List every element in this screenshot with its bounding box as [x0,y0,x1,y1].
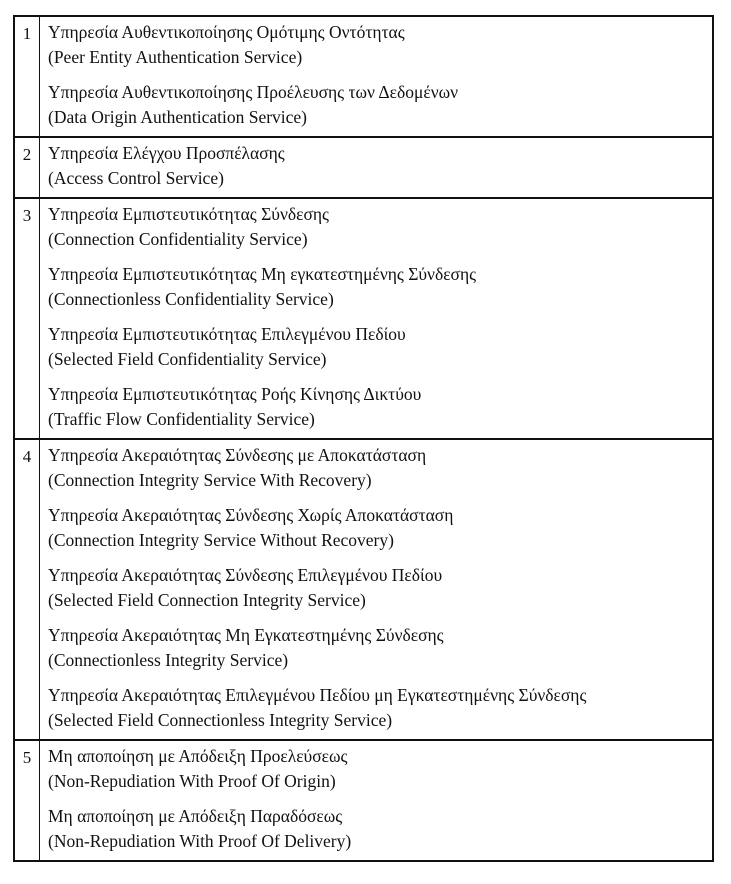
service-group-3 [15,199,712,440]
security-services-table [13,15,714,862]
service-name-english: (Connectionless Confidentiality Service) [48,289,334,309]
service-group-1 [15,17,712,138]
service-name-greek: Υπηρεσία Εμπιστευτικότητας Ροής Κίνησης Δικτύου [48,384,422,404]
service-item [48,382,712,432]
service-name-greek: Υπηρεσία Ακεραιότητας Σύνδεσης με Αποκατάσταση [48,445,427,465]
service-list [40,138,712,197]
service-group-2 [15,138,712,199]
service-name-english: (Non-Repudiation With Proof Of Delivery) [48,831,352,851]
service-name-greek: Υπηρεσία Αυθεντικοποίησης Προέλευσης των Δεδομένων [48,82,459,102]
service-item [48,563,712,613]
service-list [40,17,712,136]
service-name-english: (Selected Field Connectionless Integrity Service) [48,710,393,730]
service-item [48,443,712,493]
service-item [48,683,712,733]
service-name-english: (Connection Integrity Service Without Recovery) [48,530,394,550]
service-list [40,741,712,860]
service-name-english: (Selected Field Confidentiality Service) [48,349,327,369]
service-name-greek: Υπηρεσία Ακεραιότητας Σύνδεσης Επιλεγμένου Πεδίου [48,565,443,585]
service-name-english: (Peer Entity Authentication Service) [48,47,303,67]
service-item [48,744,712,794]
service-name-english: (Connectionless Integrity Service) [48,650,289,670]
service-name-english: (Access Control Service) [48,168,224,188]
service-name-english: (Connection Confidentiality Service) [48,229,308,249]
service-name-greek: Υπηρεσία Ακεραιότητας Επιλεγμένου Πεδίου μη Εγκατεστημένης Σύνδεσης [48,685,587,705]
service-name-greek: Υπηρεσία Ελέγχου Προσπέλασης [48,143,285,163]
group-number: 4 [15,440,40,739]
service-item [48,804,712,854]
service-name-greek: Υπηρεσία Ακεραιότητας Μη Εγκατεστημένης Σύνδεσης [48,625,444,645]
service-name-english: (Connection Integrity Service With Recovery) [48,470,372,490]
service-name-greek: Υπηρεσία Αυθεντικοποίησης Ομότιμης Οντότητας [48,22,405,42]
group-number: 5 [15,741,40,860]
service-name-greek: Υπηρεσία Εμπιστευτικότητας Επιλεγμένου Πεδίου [48,324,406,344]
service-item [48,262,712,312]
service-name-greek: Μη αποποίηση με Απόδειξη Προελεύσεως [48,746,348,766]
group-number: 1 [15,17,40,136]
service-item [48,80,712,130]
service-item [48,322,712,372]
service-list [40,199,712,438]
service-group-4 [15,440,712,741]
service-list [40,440,712,739]
service-item [48,503,712,553]
group-number: 3 [15,199,40,438]
service-name-greek: Υπηρεσία Ακεραιότητας Σύνδεσης Χωρίς Αποκατάσταση [48,505,454,525]
service-item [48,202,712,252]
service-item [48,141,712,191]
group-number: 2 [15,138,40,197]
service-name-english: (Traffic Flow Confidentiality Service) [48,409,315,429]
service-item [48,623,712,673]
service-name-greek: Υπηρεσία Εμπιστευτικότητας Σύνδεσης [48,204,329,224]
service-group-5 [15,741,712,862]
service-item [48,20,712,70]
service-name-english: (Non-Repudiation With Proof Of Origin) [48,771,336,791]
service-name-greek: Μη αποποίηση με Απόδειξη Παραδόσεως [48,806,343,826]
service-name-greek: Υπηρεσία Εμπιστευτικότητας Μη εγκατεστημένης Σύνδεσης [48,264,477,284]
service-name-english: (Selected Field Connection Integrity Service) [48,590,366,610]
service-name-english: (Data Origin Authentication Service) [48,107,308,127]
